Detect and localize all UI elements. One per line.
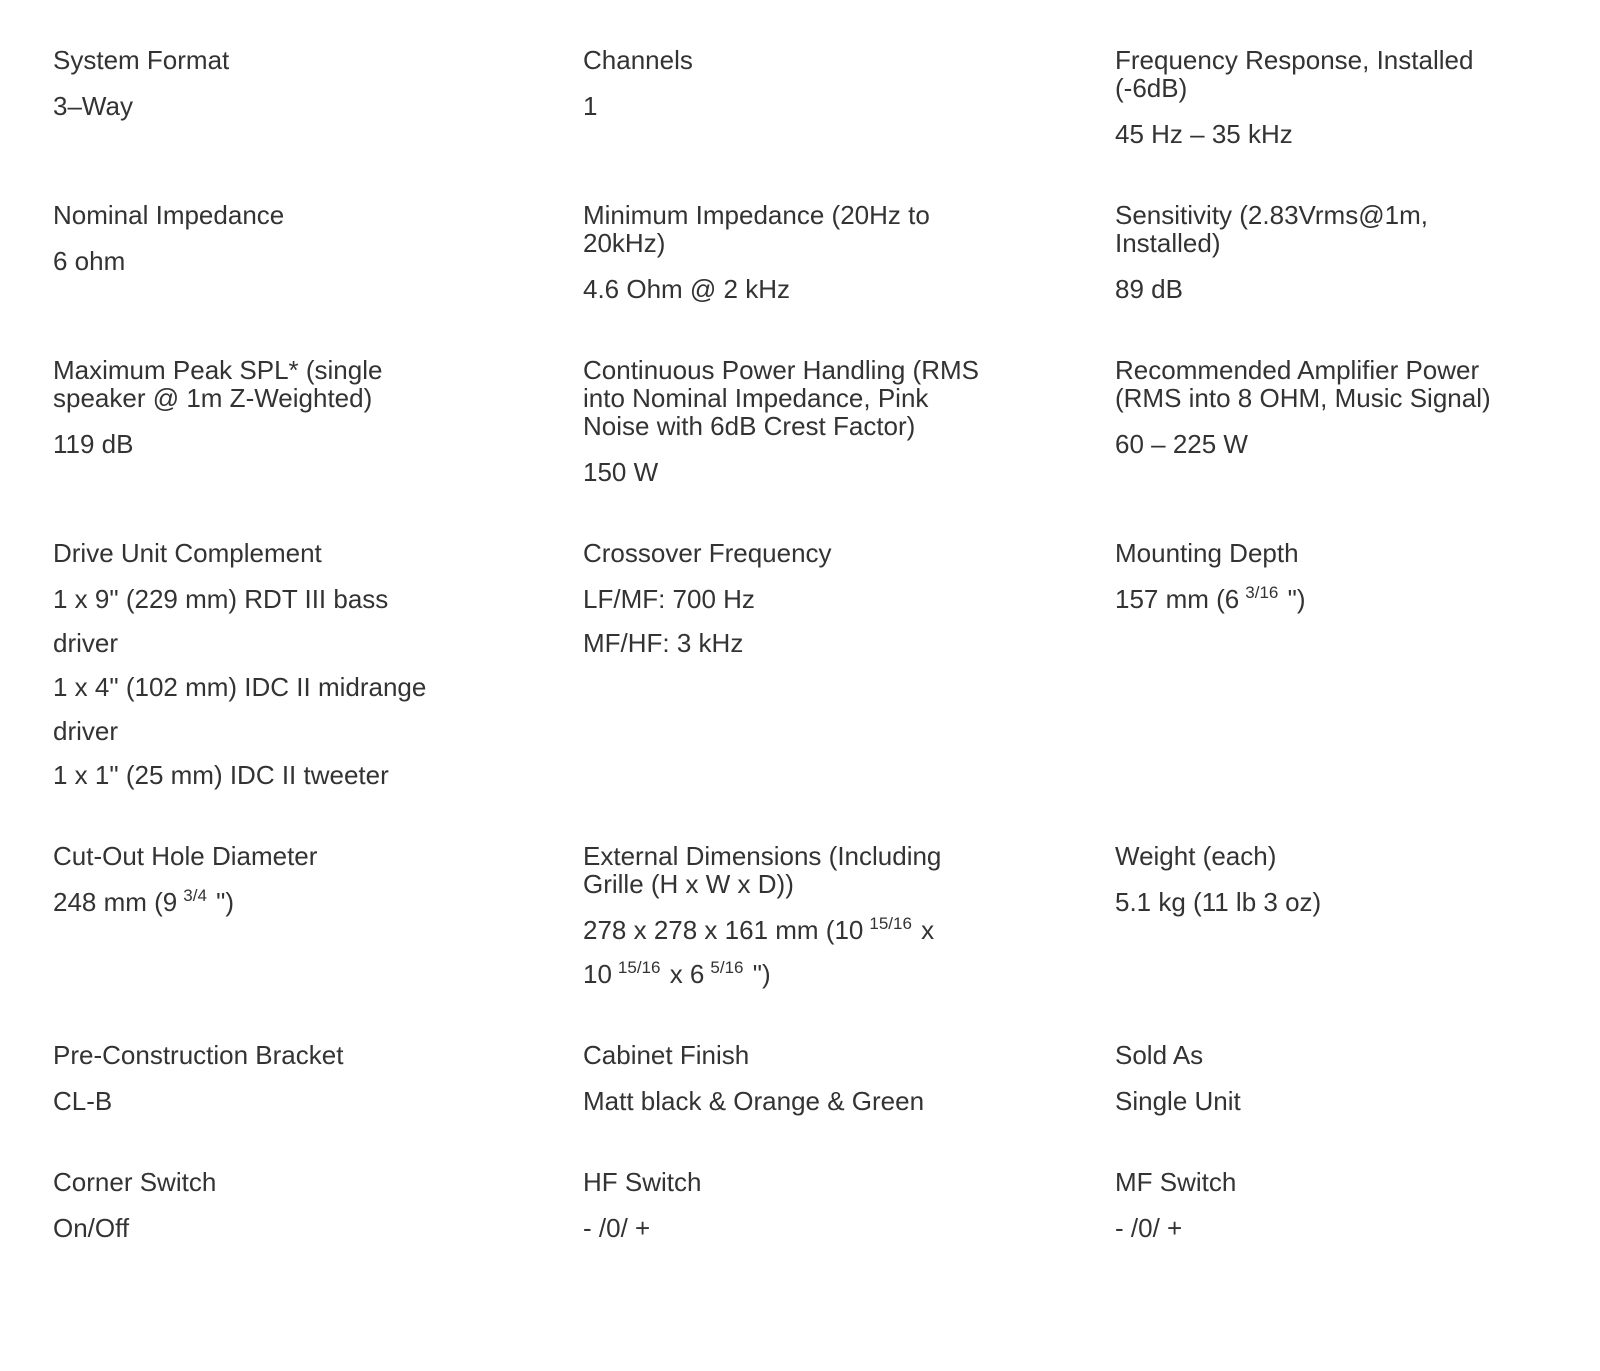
spec-label: Cut-Out Hole Diameter (53, 841, 318, 871)
spec-value: 45 Hz – 35 kHz (1115, 119, 1293, 149)
spec-cell-recommended-amp-power (1115, 356, 1570, 494)
spec-label: Pre-Construction Bracket (53, 1040, 344, 1070)
spec-cell-hf-switch (583, 1168, 1115, 1250)
spec-label: MF Switch (1115, 1167, 1237, 1197)
spec-cell-crossover-frequency (583, 539, 1115, 797)
spec-value: 119 dB (53, 429, 134, 459)
spec-label: Sensitivity (2.83Vrms@1m, Installed) (1115, 200, 1428, 258)
spec-cell-cabinet-finish (583, 1041, 1115, 1123)
spec-label: Drive Unit Complement (53, 538, 322, 568)
spec-label: Maximum Peak SPL* (single speaker @ 1m Z-Weighted) (53, 355, 383, 413)
spec-value: Single Unit (1115, 1086, 1241, 1116)
spec-cell-cutout-hole-diameter (53, 842, 583, 996)
spec-value: - /0/ + (1115, 1213, 1183, 1243)
spec-label: Recommended Amplifier Power (RMS into 8 OHM, Music Signal) (1115, 355, 1491, 413)
spec-label: External Dimensions (Including Grille (H x W x D)) (583, 841, 942, 899)
spec-label: Continuous Power Handling (RMS into Nominal Impedance, Pink Noise with 6dB Crest Factor) (583, 355, 979, 441)
spec-cell-sold-as (1115, 1041, 1570, 1123)
spec-value: 278 x 278 x 161 mm (10 $^{15/16}$ x 10 $^{15/16}$ x 6 $^{5/16}$ ") (583, 914, 935, 989)
spec-cell-sensitivity (1115, 201, 1570, 311)
spec-cell-system-format (53, 46, 583, 156)
spec-value: 157 mm (6 $^{3/16}$ ") (1115, 583, 1306, 614)
spec-value: 1 (583, 91, 598, 121)
spec-label: Nominal Impedance (53, 200, 285, 230)
spec-cell-continuous-power (583, 356, 1115, 494)
spec-label: Channels (583, 45, 693, 75)
spec-label: Crossover Frequency (583, 538, 832, 568)
spec-cell-mf-switch (1115, 1168, 1570, 1250)
spec-value: Matt black & Orange & Green (583, 1086, 925, 1116)
spec-cell-pre-construction-bracket (53, 1041, 583, 1123)
spec-value: 4.6 Ohm @ 2 kHz (583, 274, 791, 304)
spec-value: 5.1 kg (11 lb 3 oz) (1115, 887, 1322, 917)
spec-label: Frequency Response, Installed (-6dB) (1115, 45, 1474, 103)
spec-value: 1 x 9" (229 mm) RDT III bass driver 1 x 4" (102 mm) IDC II midrange driver 1 x 1" (25 mm) IDC II tweeter (53, 584, 427, 790)
spec-cell-frequency-response (1115, 46, 1570, 156)
spec-cell-max-peak-spl (53, 356, 583, 494)
spec-value: 6 ohm (53, 246, 126, 276)
spec-label: Minimum Impedance (20Hz to 20kHz) (583, 200, 930, 258)
spec-value: - /0/ + (583, 1213, 651, 1243)
spec-value: CL-B (53, 1086, 113, 1116)
spec-cell-weight (1115, 842, 1570, 996)
spec-label: Mounting Depth (1115, 538, 1299, 568)
spec-cell-nominal-impedance (53, 201, 583, 311)
spec-value: 60 – 225 W (1115, 429, 1248, 459)
spec-cell-minimum-impedance (583, 201, 1115, 311)
spec-value: 248 mm (9 $^{3/4}$ ") (53, 886, 235, 917)
spec-label: Weight (each) (1115, 841, 1277, 871)
spec-label: Cabinet Finish (583, 1040, 750, 1070)
spec-label: System Format (53, 45, 230, 75)
spec-label: HF Switch (583, 1167, 702, 1197)
spec-value: LF/MF: 700 Hz MF/HF: 3 kHz (583, 584, 755, 658)
spec-cell-corner-switch (53, 1168, 583, 1250)
spec-value: 150 W (583, 457, 659, 487)
spec-cell-mounting-depth (1115, 539, 1570, 797)
spec-value: 3–Way (53, 91, 133, 121)
spec-value: 89 dB (1115, 274, 1183, 304)
spec-label: Corner Switch (53, 1167, 217, 1197)
spec-cell-channels (583, 46, 1115, 156)
spec-value: On/Off (53, 1213, 130, 1243)
spec-label: Sold As (1115, 1040, 1204, 1070)
spec-cell-drive-unit-complement (53, 539, 583, 797)
spec-cell-external-dimensions (583, 842, 1115, 996)
